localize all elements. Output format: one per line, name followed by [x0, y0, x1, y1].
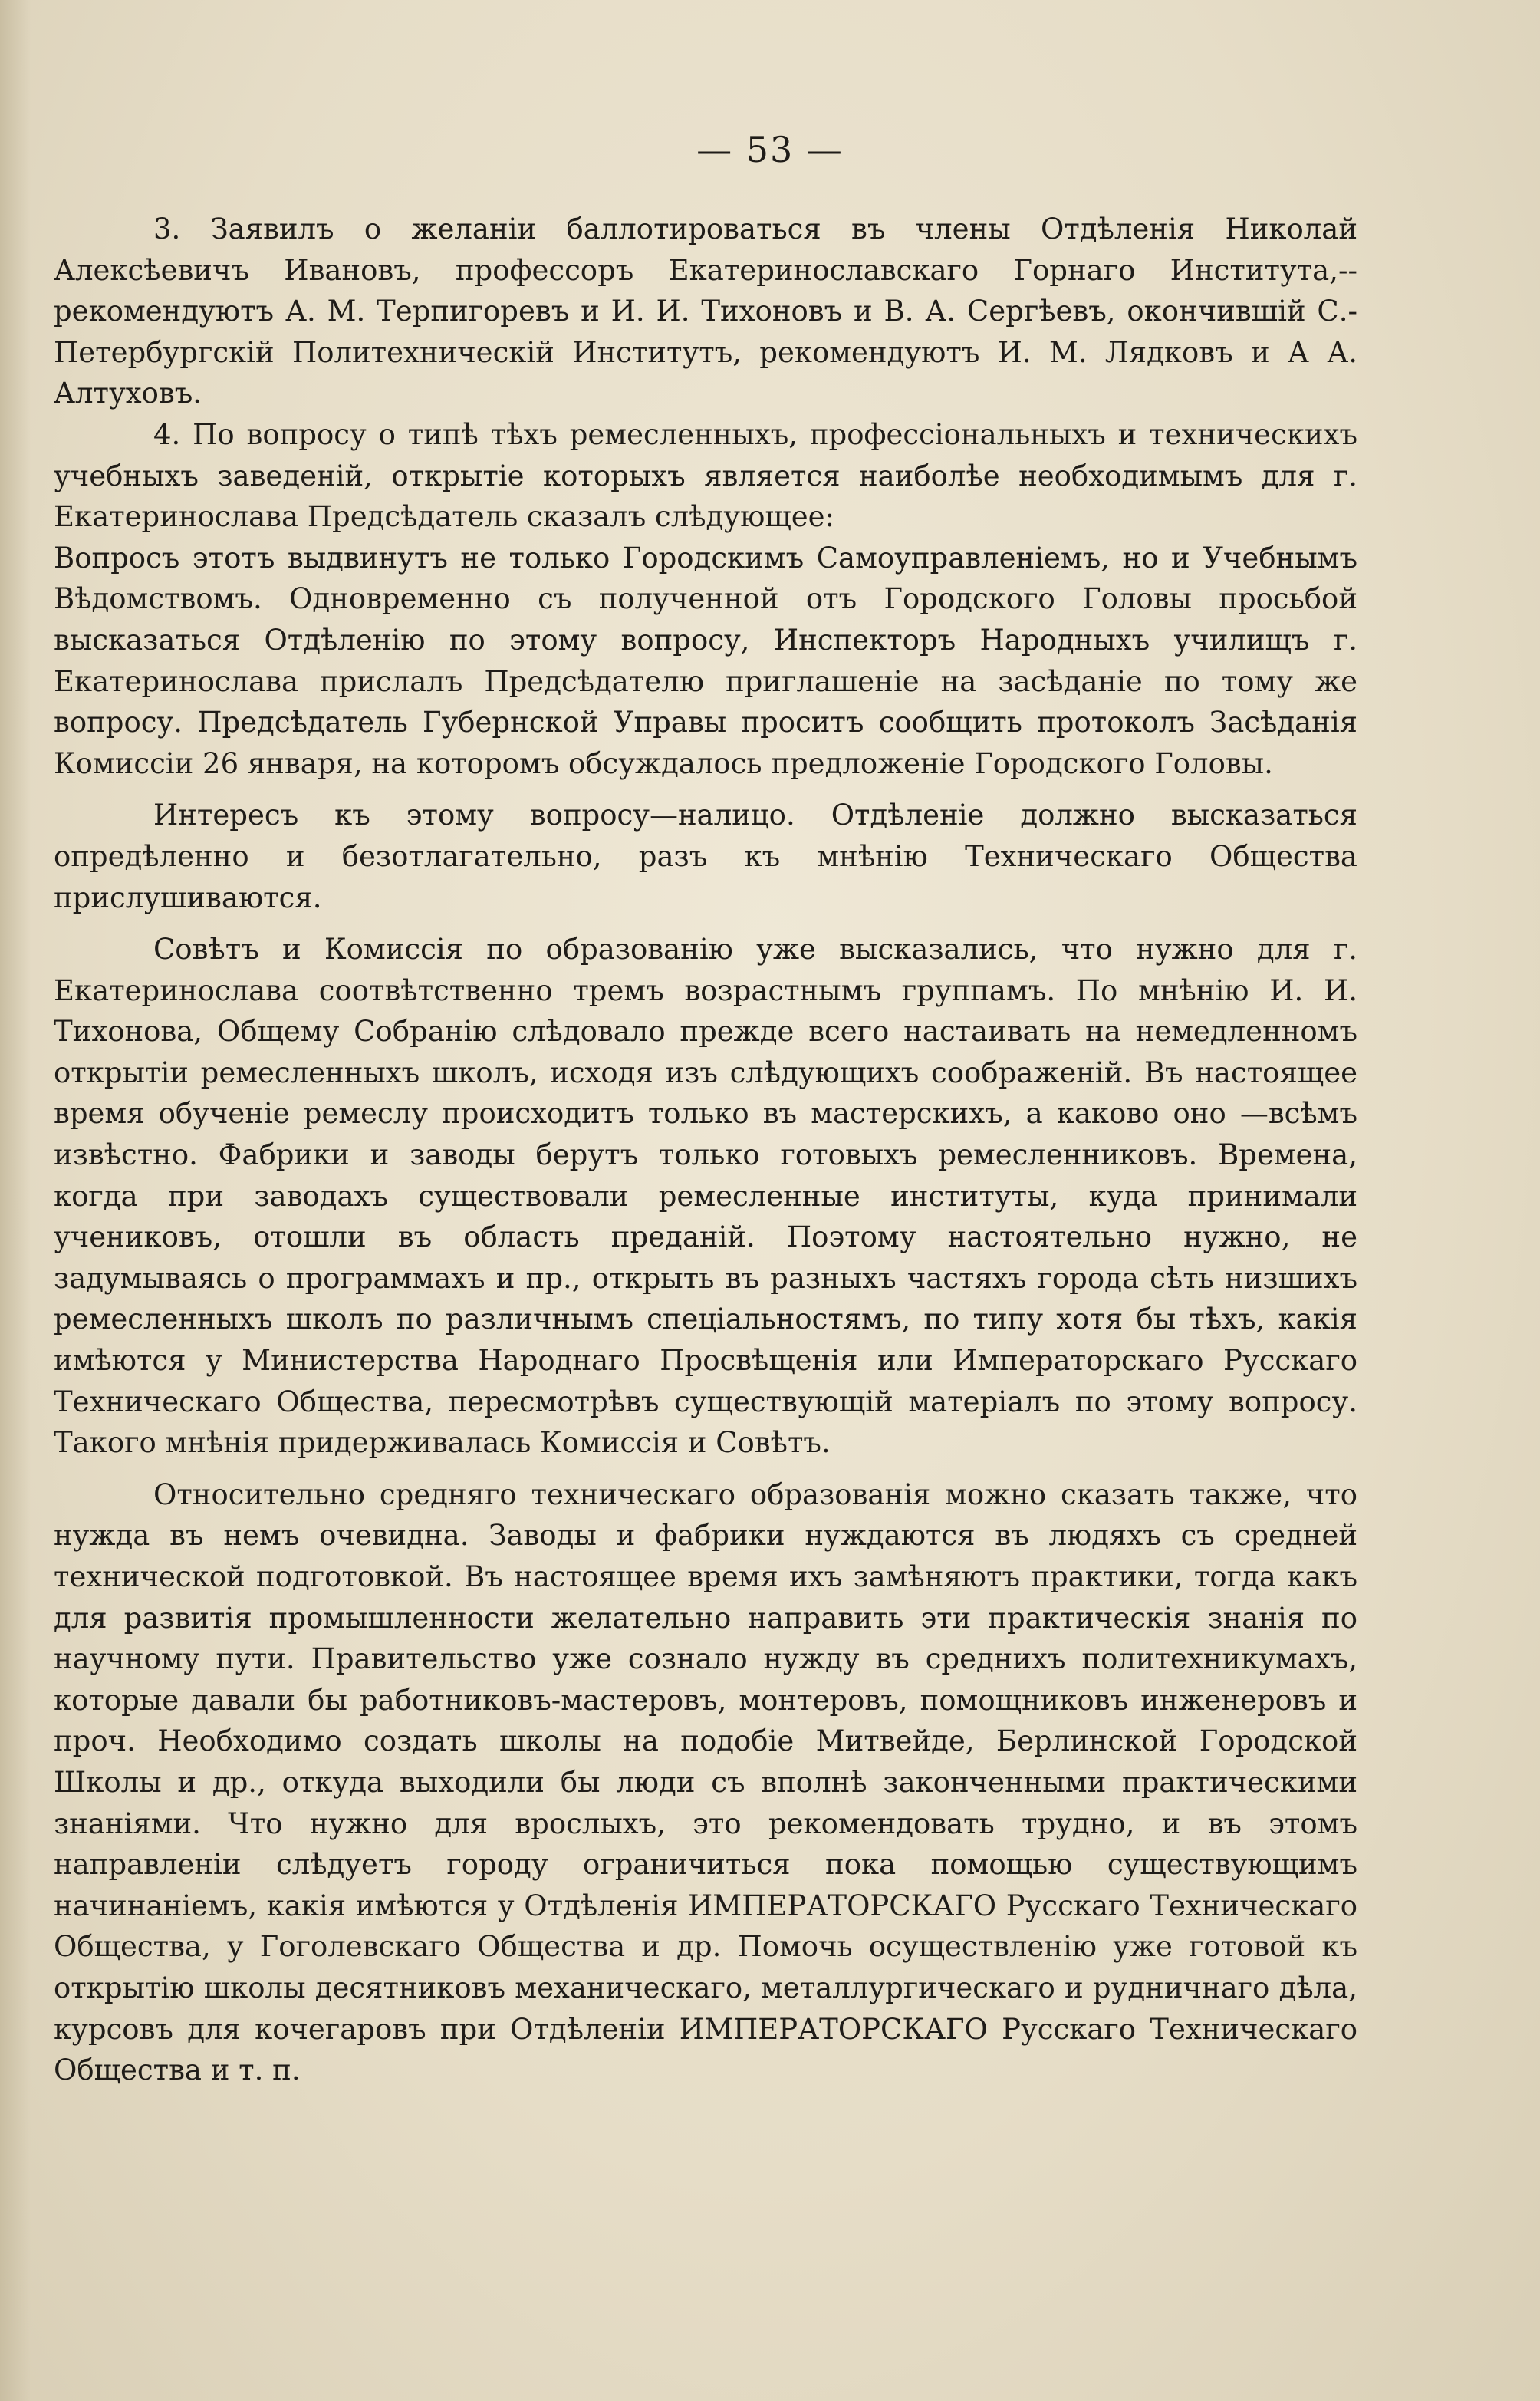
- page-edge-shadow: [0, 0, 31, 2401]
- paragraph-question-context: Вопросъ этотъ выдвинутъ не только Городскимъ Самоуправленіемъ, но и Учебнымъ Вѣдомствомъ. Одновременно съ полученной отъ Городского Головы просьбой высказаться Отдѣленію по этому вопросу, Инспекторъ Народныхъ училищъ г. Екатеринослава прислалъ Предсѣдателю приглашеніе на засѣданіе по тому же вопросу. Предсѣдатель Губернской Управы проситъ сообщить протоколъ Засѣданія Комиссіи 26 января, на которомъ обсуждалось предложеніе Городского Головы.: [54, 541, 1357, 780]
- body-text: [54, 209, 1357, 2091]
- paragraph-item-3: 3. Заявилъ о желаніи баллотироваться въ члены Отдѣленія Николай Алексѣевичъ Ивановъ, профессоръ Екатеринославскаго Горнаго Института,--рекомендуютъ А. М. Терпигоревъ и И. И. Тихоновъ и В. А. Сергѣевъ, окончившій С.-Петербургскій Политехническій Институтъ, рекомендуютъ И. М. Лядковъ и А А. Алтуховъ.: [54, 212, 1357, 410]
- paragraph-secondary-education: Относительно средняго техническаго образованія можно сказать также, что нужда въ немъ очевидна. Заводы и фабрики нуждаются въ людяхъ съ средней технической подготовкой. Въ настоящее время ихъ замѣняютъ практики, тогда какъ для развитія промышленности желательно направить эти практическія знанія по научному пути. Правительство уже сознало нужду въ среднихъ политехникумахъ, которые давали бы работниковъ-мастеровъ, монтеровъ, помощниковъ инженеровъ и проч. Необходимо создать школы на подобіе Митвейде, Берлинской Городской Школы и др., откуда выходили бы люди съ вполнѣ законченными практическими знаніями. Что нужно для вроcлыхъ, это рекомендовать трудно, и въ этомъ направленіи слѣдуетъ городу ограничиться пока помощью существующимъ начинаніемъ, какія имѣются у Отдѣленія ИМПЕРАТОРСКАГО Русскаго Техническаго Общества, у Гоголевскаго Общества и др. Помочь осуществленію уже готовой къ открытію школы десятниковъ механическаго, металлургическаго и рудничнаго дѣла, курсовъ для кочегаровъ при Отдѣленіи ИМПЕРАТОРСКАГО Русскаго Техническаго Общества и т. п.: [54, 1477, 1357, 2087]
- page-number: — 53 —: [696, 129, 844, 170]
- paragraph-item-4: 4. По вопросу о типѣ тѣхъ ремесленныхъ, профессіональныхъ и техническихъ учебныхъ заведеній, открытіе которыхъ является наиболѣе необходимымъ для г. Екатеринослава Предсѣдатель сказалъ слѣдующее:: [54, 417, 1357, 534]
- paragraph-council-opinion: Совѣтъ и Комиссія по образованію уже высказались, что нужно для г. Екатеринослава соотвѣтственно тремъ возрастнымъ группамъ. По мнѣнію И. И. Тихонова, Общему Собранію слѣдовало прежде всего настаивать на немедленномъ открытіи ремесленныхъ школъ, исходя изъ слѣдующихъ соображеній. Въ настоящее время обученіе ремеслу происходитъ только въ мастерскихъ, а каково оно —всѣмъ извѣстно. Фабрики и заводы берутъ только готовыхъ ремесленниковъ. Времена, когда при заводахъ существовали ремесленные институты, куда принимали учениковъ, отошли въ область преданій. Поэтому настоятельно нужно, не задумываясь о программахъ и пр., открыть въ разныхъ частяхъ города сѣть низшихъ ремесленныхъ школъ по различнымъ спеціальностямъ, по типу хотя бы тѣхъ, какія имѣются у Министерства Народнаго Просвѣщенія или Императорскаго Русскаго Техническаго Общества, пересмотрѣвъ существующій матеріалъ по этому вопросу. Такого мнѣнія придерживалась Комиссія и Совѣтъ.: [54, 933, 1357, 1460]
- paragraph-interest: Интересъ къ этому вопросу—налицо. Отдѣленіе должно высказаться опредѣленно и безотлагательно, разъ къ мнѣнію Техническаго Общества прислушиваются.: [54, 799, 1357, 914]
